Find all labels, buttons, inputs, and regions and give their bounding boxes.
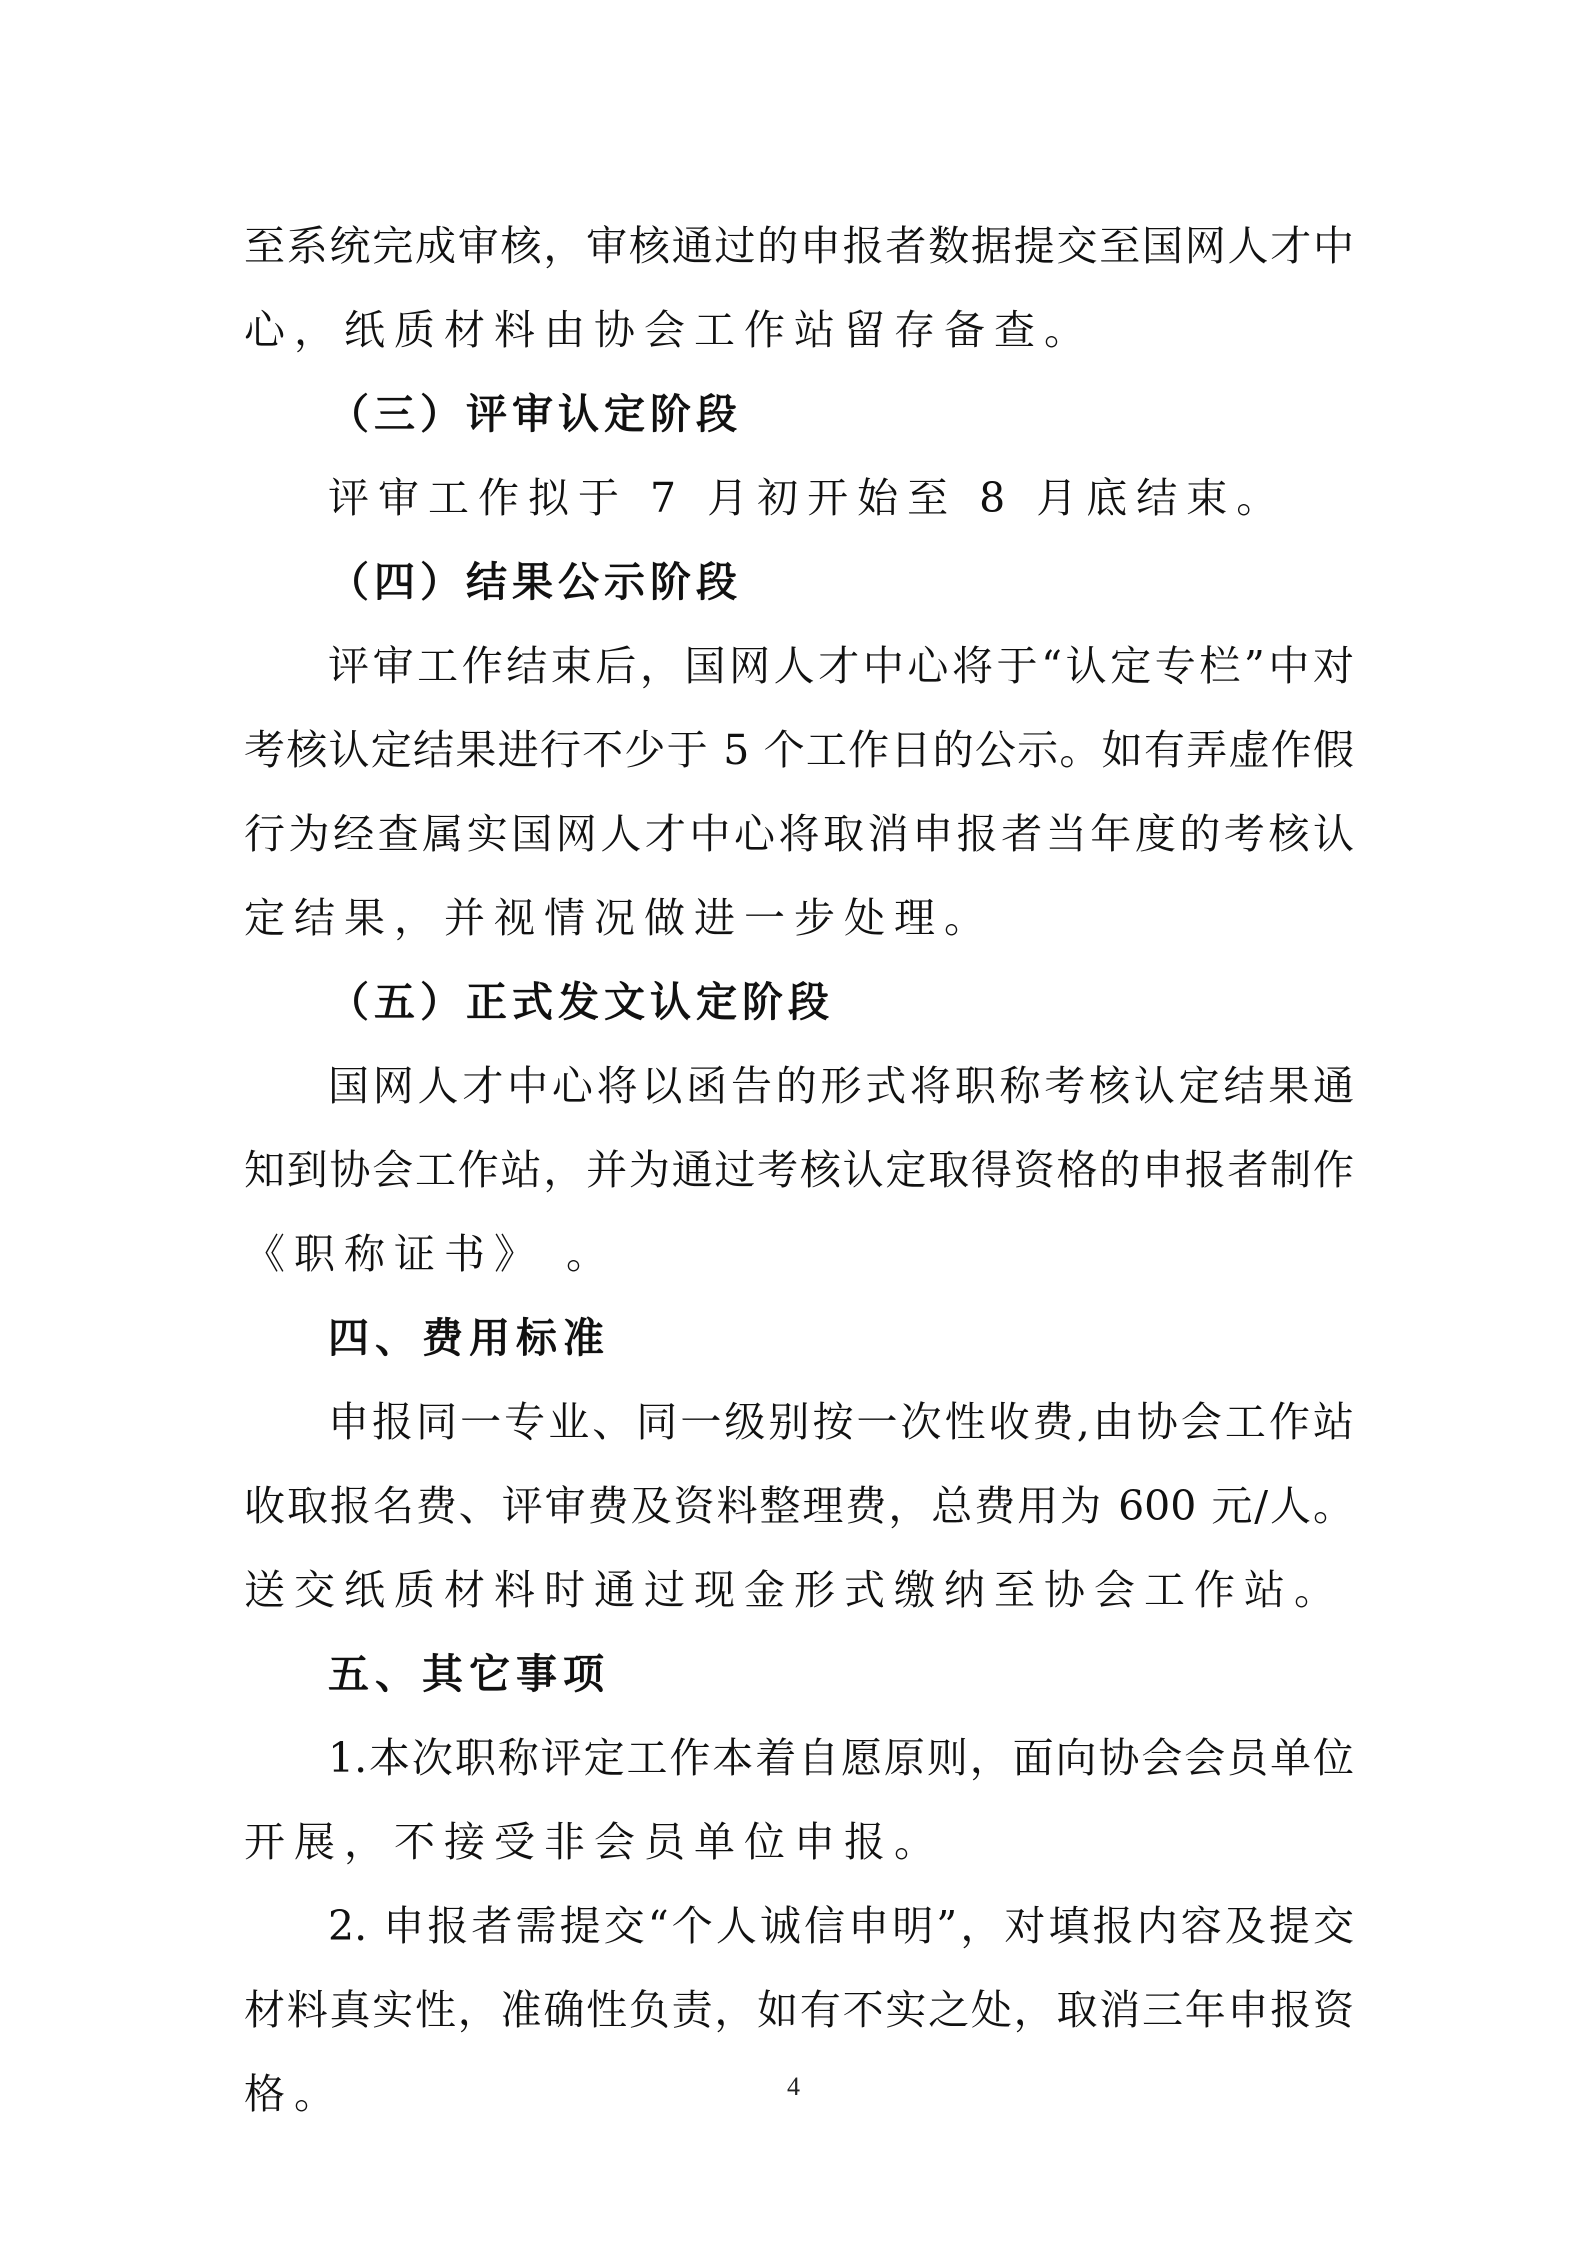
paragraph-line: 材料真实性，准确性负责，如有不实之处，取消三年申报资 xyxy=(244,1986,1354,2034)
paragraph-line: 国网人才中心将以函告的形式将职称考核认定结果通 xyxy=(328,1062,1354,1110)
paragraph-line: 行为经查属实国网人才中心将取消申报者当年度的考核认 xyxy=(244,810,1354,858)
paragraph-line: 《职称证书》 。 xyxy=(244,1230,617,1278)
section-subheading: （四）结果公示阶段 xyxy=(328,558,742,606)
section-subheading: （五）正式发文认定阶段 xyxy=(328,978,834,1026)
paragraph-line: 知到协会工作站，并为通过考核认定取得资格的申报者制作 xyxy=(244,1146,1354,1194)
paragraph-line: 开展，不接受非会员单位申报。 xyxy=(244,1818,944,1866)
paragraph-line: 收取报名费、评审费及资料整理费，总费用为 600 元/人。 xyxy=(244,1482,1354,1530)
paragraph-line: 心，纸质材料由协会工作站留存备查。 xyxy=(244,306,1094,354)
paragraph-line: 格。 xyxy=(244,2070,344,2118)
paragraph-line: 考核认定结果进行不少于 5 个工作日的公示。如有弄虚作假 xyxy=(244,726,1354,774)
section-subheading: （三）评审认定阶段 xyxy=(328,390,742,438)
paragraph-line: 评审工作结束后，国网人才中心将于“认定专栏”中对 xyxy=(328,642,1354,690)
section-heading: 五、其它事项 xyxy=(328,1650,610,1698)
paragraph-line: 至系统完成审核，审核通过的申报者数据提交至国网人才中 xyxy=(244,222,1354,270)
section-heading: 四、费用标准 xyxy=(328,1314,610,1362)
paragraph-line: 送交纸质材料时通过现金形式缴纳至协会工作站。 xyxy=(244,1566,1344,1614)
paragraph-line: 定结果，并视情况做进一步处理。 xyxy=(244,894,994,942)
paragraph-line: 1.本次职称评定工作本着自愿原则，面向协会会员单位 xyxy=(328,1734,1354,1782)
paragraph-line: 2. 申报者需提交“个人诚信申明”，对填报内容及提交 xyxy=(328,1902,1354,1950)
document-body xyxy=(244,204,1354,2136)
paragraph-line: 申报同一专业、同一级别按一次性收费,由协会工作站 xyxy=(328,1398,1354,1446)
paragraph-line: 评审工作拟于 7 月初开始至 8 月底结束。 xyxy=(328,474,1287,522)
page-number: 4 xyxy=(787,2072,800,2101)
